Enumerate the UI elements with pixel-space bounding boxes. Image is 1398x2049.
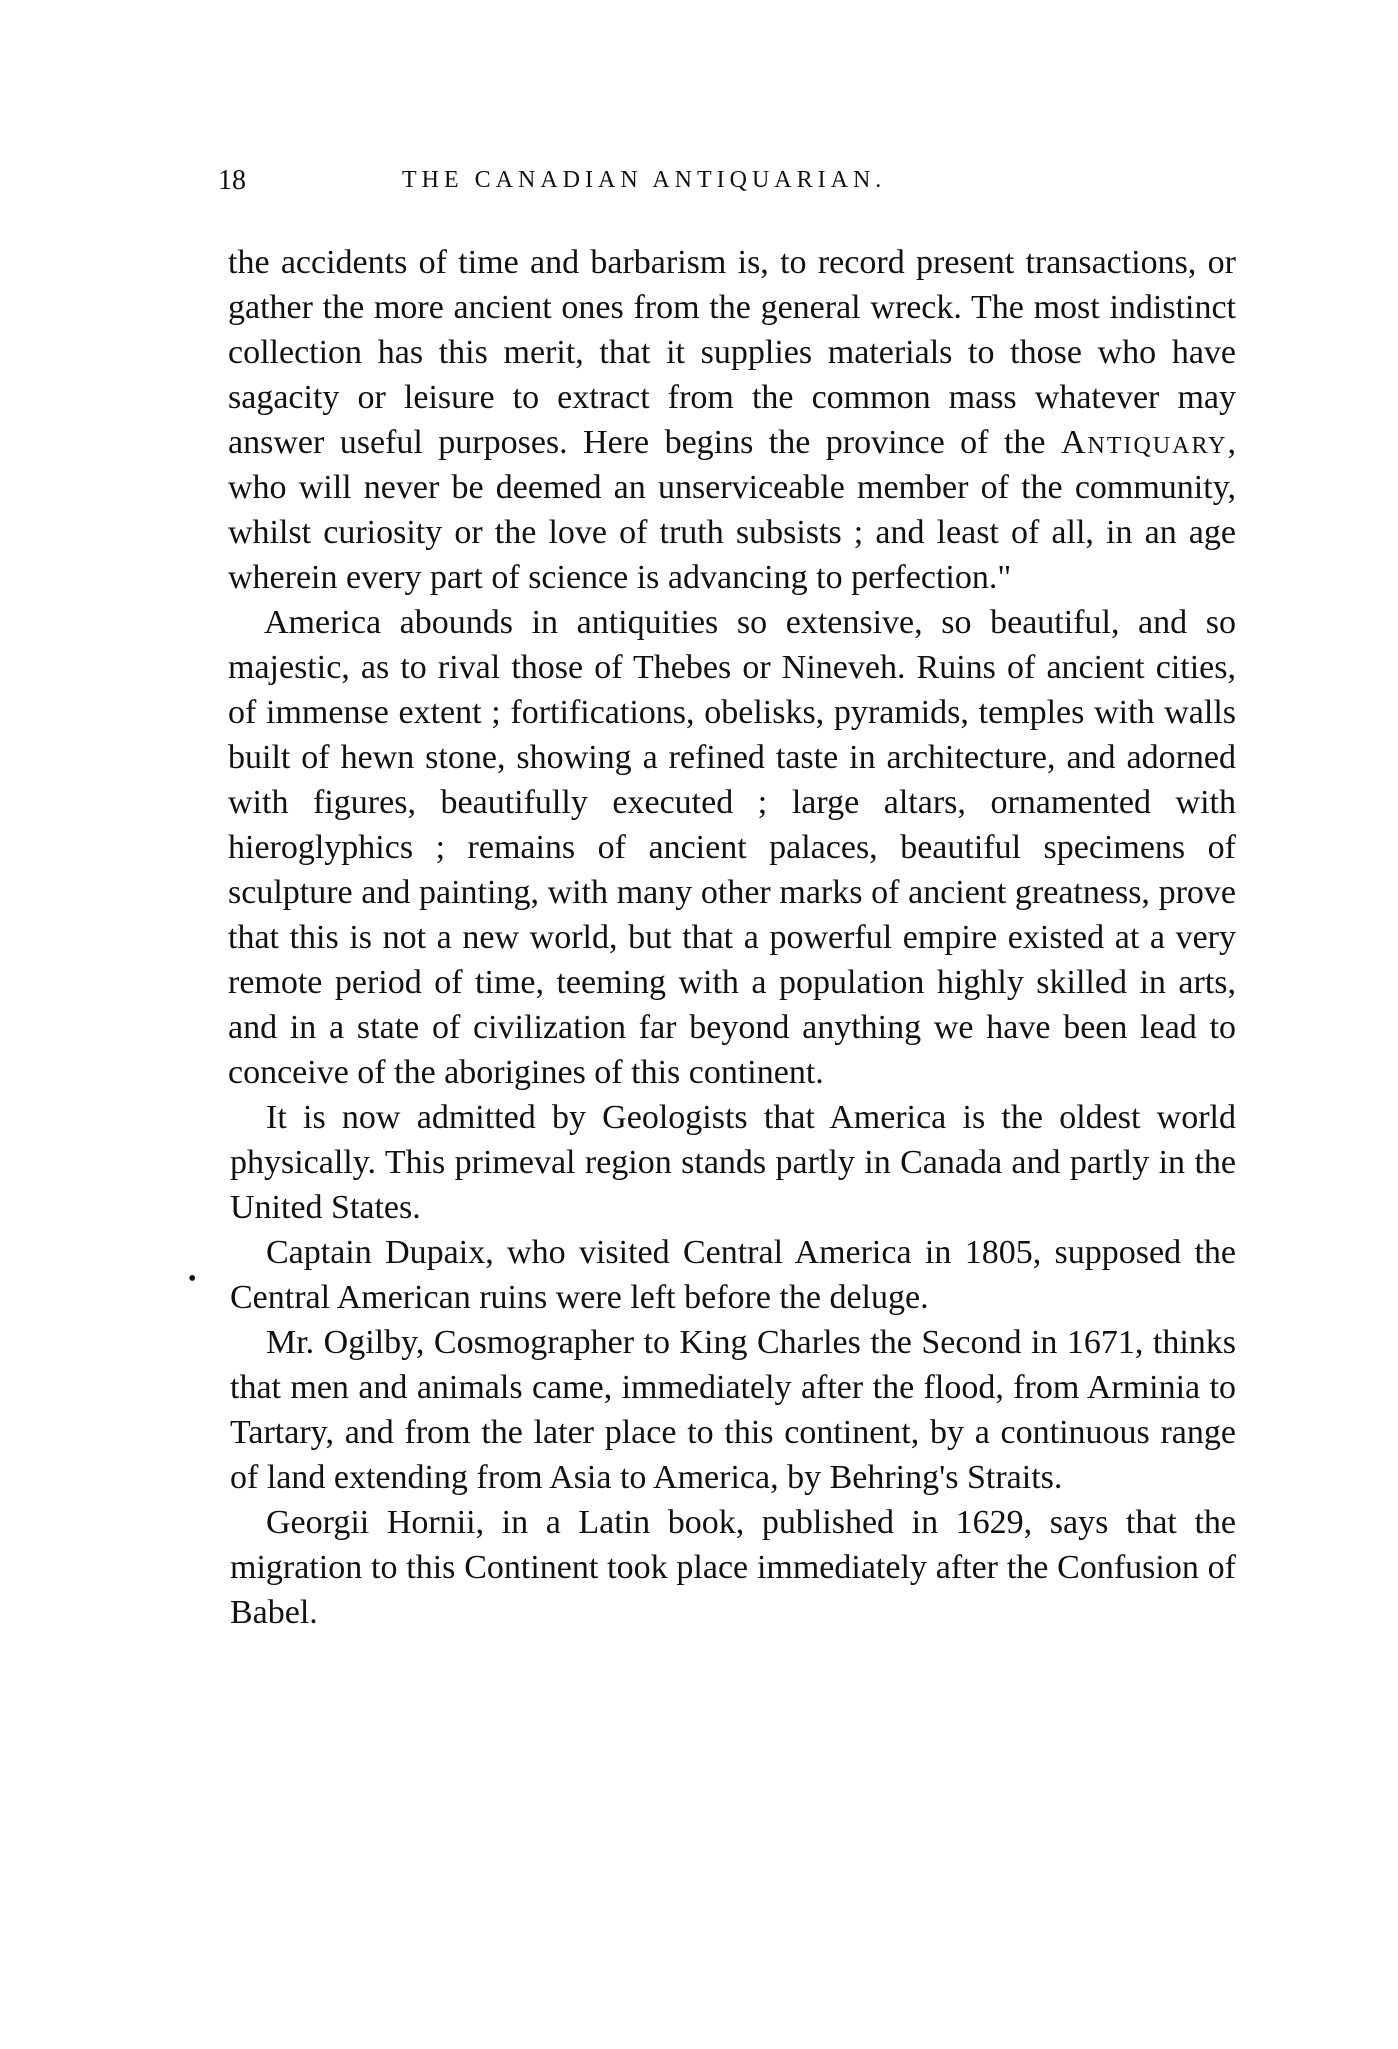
paragraph-ogilby: Mr. Ogilby, Cosmographer to King Charles the Second in 1671, thinks that men and animals came, immediately after the flood, from Arminia to Tartary, and from the later place to this continent, by a continuous range of land extending from Asia to America, by Behring's Straits. bbox=[230, 1324, 1236, 1496]
paragraph-dupaix: Captain Dupaix, who visited Central America in 1805, supposed the Central American ruins were left before the deluge. bbox=[230, 1234, 1236, 1316]
paragraph-text: the accidents of time and barbarism is, to record present transactions, or gather the more ancient ones from the general wreck. The most indistinct collection has this merit, that it supplies materials to those who have sagacity or leisure to extract from the common mass whatever may answer useful purposes. Here begins the province of the bbox=[228, 244, 1236, 461]
paragraph-text: , who will never be deemed an unserviceable member of the community, whilst curiosity or the love of truth subsists ; and least of all, in an age wherein every part of science is advancing to perfection." bbox=[228, 424, 1236, 596]
paragraph-continuation bbox=[228, 240, 1236, 600]
paragraph-hornii: Georgii Hornii, in a Latin book, published in 1629, says that the migration to this Continent took place immediately after the Confusion of Babel. bbox=[230, 1504, 1236, 1631]
running-head: THE CANADIAN ANTIQUARIAN. bbox=[402, 167, 887, 193]
antiquary-term: Antiquary bbox=[1060, 424, 1228, 461]
page-header bbox=[0, 165, 1398, 205]
paragraph-america-antiquities: America abounds in antiquities so extensive, so beautiful, and so majestic, as to rival those of Thebes or Nineveh. Ruins of ancient cities, of immense extent ; fortifications, obelisks, pyramids, temples with walls built of hewn stone, showing a refined taste in architecture, and adorned with figures, beautifully executed ; large altars, ornamented with hieroglyphics ; remains of ancient palaces, beautiful specimens of sculpture and painting, with many other marks of ancient greatness, prove that this is not a new world, but that a powerful empire existed at a very remote period of time, teeming with a population highly skilled in arts, and in a state of civilization far beyond anything we have been lead to conceive of the aborigines of this continent. bbox=[228, 604, 1236, 1091]
paragraph-geologists: It is now admitted by Geologists that America is the oldest world physically. This primeval region stands partly in Canada and partly in the United States. bbox=[230, 1099, 1236, 1226]
page-number: 18 bbox=[218, 165, 246, 196]
body-text bbox=[228, 240, 1236, 1635]
margin-mark: • bbox=[188, 1266, 197, 1292]
